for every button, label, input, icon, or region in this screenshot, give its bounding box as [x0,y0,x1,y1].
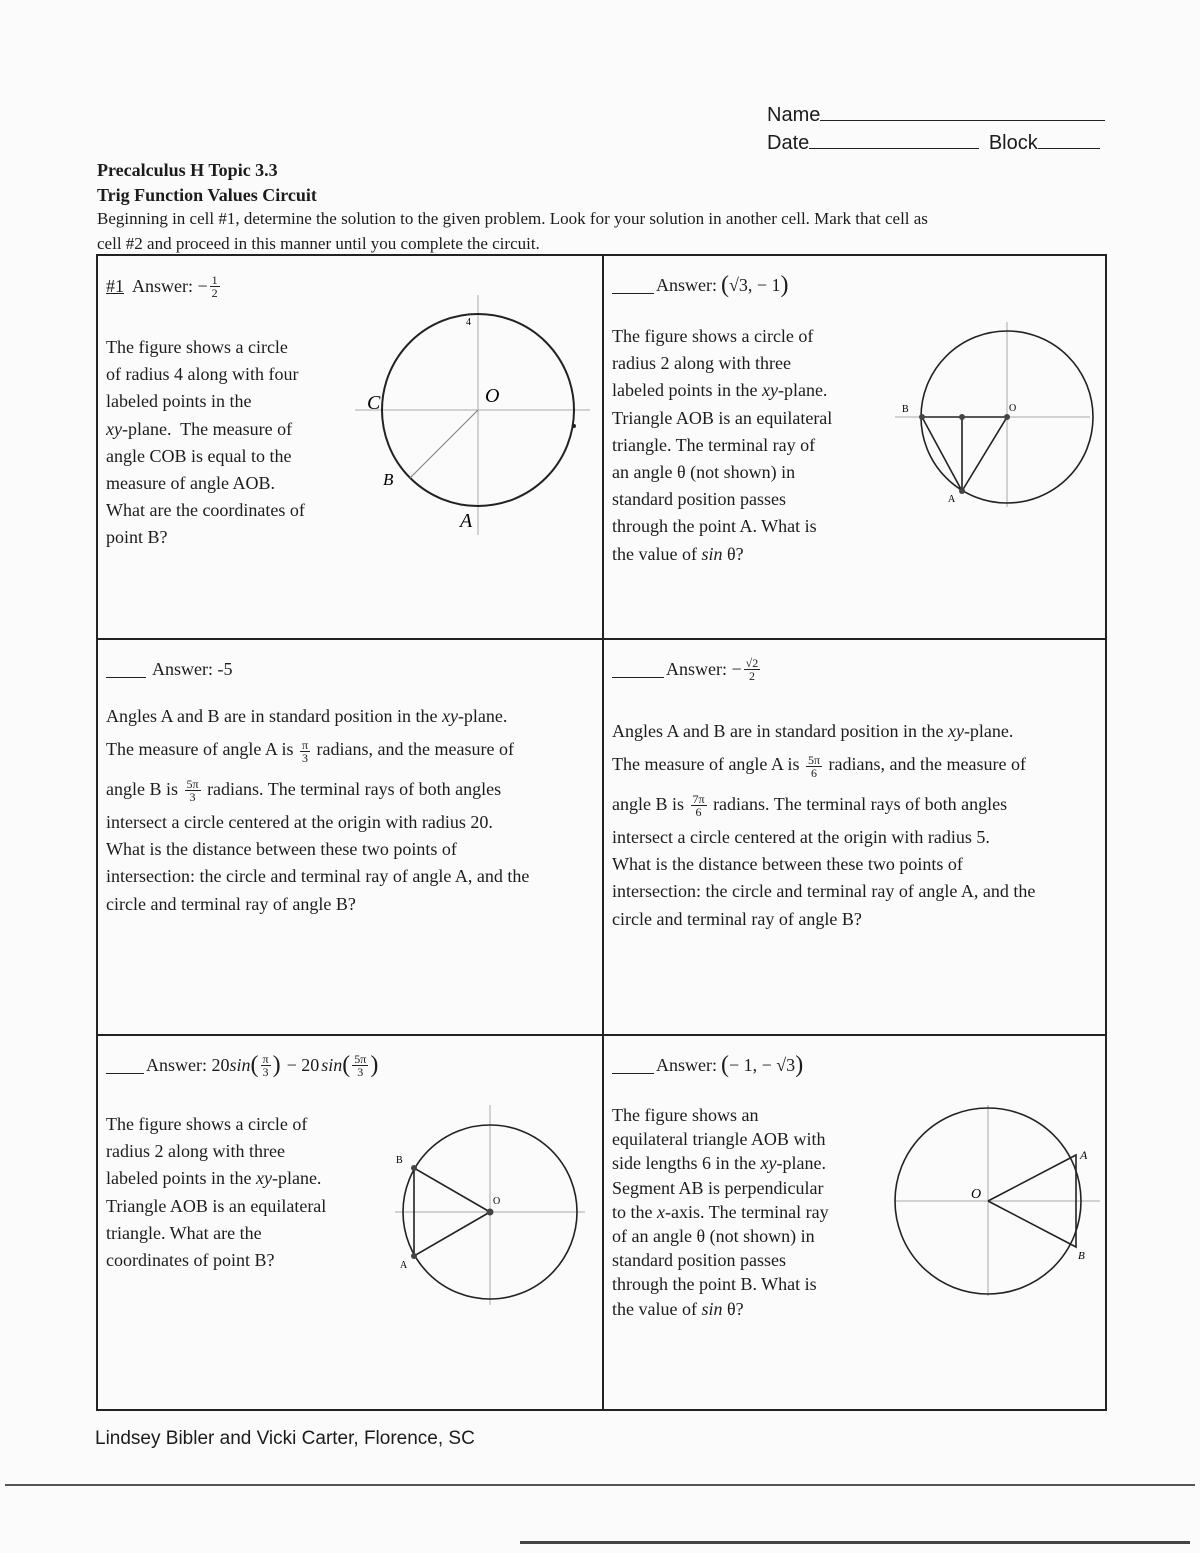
cell-6-answer-expr: − 1, − √3 [729,1055,796,1075]
cell-6-problem: The figure shows an equilateral triangle AOB with side lengths 6 in the xy-plane. Segment AB is perpendicular to the x-axis. The terminal ray of an angle θ (not shown) in standard position passes through the point B. What is the value of sin θ? [612,1105,829,1319]
instructions-line-1: Beginning in cell #1, determine the solution to the given problem. Look for your solution in another cell. Mark that cell as [97,209,928,228]
label-b: B [902,404,909,415]
name-label: Name [767,104,821,126]
cell-5-problem: The figure shows a circle of radius 2 along with three labeled points in the xy-plane. Triangle AOB is an equilateral triangle. What are the coordinates of point B? [106,1114,327,1271]
grid-divider-row-2 [96,1034,1107,1036]
label-b: B [383,470,394,489]
cell-2-answer: Answer: ( √3, − 1 ) [612,272,789,299]
cell-1-answer [106,274,222,299]
cell-1-number[interactable]: #1 [106,276,124,296]
label-top: 4 [466,317,471,328]
point-mid [959,414,965,420]
label-b: B [1078,1250,1085,1262]
label-c: C [367,392,381,414]
cell-5-answer-label: Answer: 20 [146,1055,230,1075]
cell-6-figure [890,1100,1105,1300]
label-o: O [485,385,500,407]
cell-5-answer: Answer: 20 sin ( $\frac{\pi}{3}$ ) − 20 sin ( $\frac{5\pi}{3}$ ) [106,1052,378,1079]
instructions-line-2: cell #2 and proceed in this manner until you complete the circuit. [97,234,540,253]
cell-2-problem: The figure shows a circle of radius 2 along with three labeled points in the xy-plane. Triangle AOB is an equilateral triangle. The terminal ray of an angle θ (not shown) in standard position passes through the point A. What is the value of sin θ? [612,326,833,564]
cell-3-problem: Angles A and B are in standard position in the xy-plane. The measure of angle A is $\frac{\pi}{3}$ radians, and the measure of angle B is $\frac{5\pi}{3}$ radians. The terminal rays of both angles intersect a circle centered at the origin with radius 20. What is the distance between these two points of intersection: the circle and terminal ray of angle A, and the circle and terminal ray of angle B? [106,706,530,914]
cell-2-answer-expr: √3, − 1 [729,275,781,295]
cell-1-answer-text: Answer: − [132,276,208,296]
label-o: O [493,1196,501,1207]
cell-2-blank[interactable] [612,277,654,294]
cell-3-answer [106,659,232,680]
cell-3-blank[interactable] [106,661,146,678]
block-label: Block [988,132,1038,154]
label-a: A [1080,1148,1088,1162]
point-right [572,424,576,428]
point-b [411,1165,417,1171]
footer-credit: Lindsey Bibler and Vicki Carter, Florence, SC [95,1428,475,1449]
date-line [809,130,979,149]
label-a: A [948,494,956,505]
date-block-field[interactable] [767,130,1100,155]
instructions [97,206,1117,256]
label-o: O [1009,403,1017,414]
ray-ob [410,410,478,478]
scan-line-1 [5,1484,1195,1486]
scan-line-2 [520,1541,1190,1544]
point-o [487,1209,494,1216]
cell-1-problem: The figure shows a circle of radius 4 along with four labeled points in the xy-plane. The measure of angle COB is equal to the measure of angle AOB. What are the coordinates of point B? [106,337,305,548]
cell-6-answer-label: Answer: [656,1055,717,1075]
cell-4-problem: Angles A and B are in standard position in the xy-plane. The measure of angle A is $\frac{5\pi}{6}$ radians, and the measure of angle B is $\frac{7\pi}{6}$ radians. The terminal rays of both angles intersect a circle centered at the origin with radius 5. What is the distance between these two points of intersection: the circle and terminal ray of angle A, and the circle and terminal ray of angle B? [612,721,1036,929]
cell-5-figure [390,1105,590,1305]
point-o [1004,414,1010,420]
label-o: O [971,1187,982,1202]
cell-6-blank[interactable] [612,1057,654,1074]
name-field[interactable] [767,102,1105,127]
cell-1-figure [355,295,595,545]
triangle-aob [922,417,1007,491]
cell-3-answer-text: Answer: -5 [152,659,233,679]
point-b [919,414,925,420]
label-a: A [400,1260,408,1271]
label-b: B [396,1155,403,1166]
page-subtitle: Trig Function Values Circuit [97,185,317,205]
cell-2-answer-label: Answer: [656,275,717,295]
label-a: A [460,510,473,532]
date-label: Date [767,132,810,154]
cell-5-blank[interactable] [106,1057,144,1074]
cell-4-answer-text: Answer: − [666,659,742,679]
cell-4-answer-fraction: $\frac{√2}{2}$ [745,656,759,683]
grid-divider-row-1 [96,638,1107,640]
point-a [959,488,965,494]
cell-4-blank[interactable] [612,661,664,678]
point-a [411,1253,417,1259]
cell-1-answer-fraction: $\frac{1}{2}$ [211,273,218,300]
page-title: Precalculus H Topic 3.3 [97,160,278,180]
block-line [1038,130,1100,149]
name-line [820,102,1105,121]
grid-divider-vertical [602,254,604,1411]
cell-2-figure [895,322,1095,512]
cell-6-answer: Answer: ( − 1, − √3 ) [612,1052,803,1079]
cell-4-answer [612,657,762,682]
